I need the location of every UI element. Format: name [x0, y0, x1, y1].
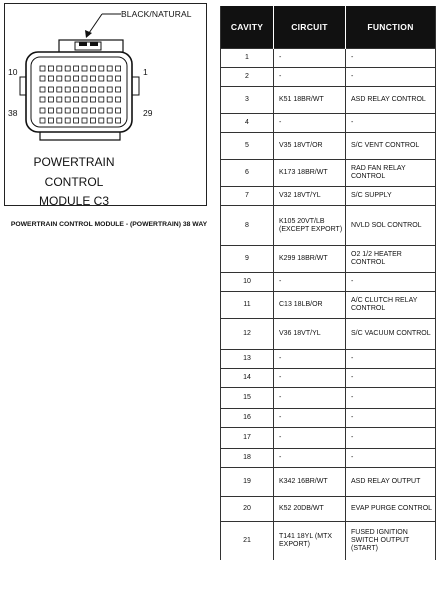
circuit-cell: V35 18VT/OR [274, 133, 346, 160]
table-row [221, 350, 436, 369]
cavity-cell: 19 [221, 468, 274, 497]
pin-cavity [90, 66, 95, 71]
pin-cavity [65, 97, 70, 102]
pin-cavity [82, 66, 87, 71]
table-row [221, 206, 436, 246]
circuit-cell: K342 16BR/WT [274, 468, 346, 497]
function-cell: S/C VACUUM CONTROL [346, 319, 436, 350]
cavity-cell: 17 [221, 428, 274, 449]
pin-cavity [116, 108, 121, 113]
function-cell: - [346, 68, 436, 87]
pin-cavity [48, 108, 53, 113]
function-cell: - [346, 49, 436, 68]
pin-cavity [90, 118, 95, 123]
connector-color-label: BLACK/NATURAL [121, 9, 192, 19]
table-row [221, 409, 436, 428]
table-header-row [221, 6, 436, 49]
circuit-cell: - [274, 273, 346, 292]
pin-cavity [48, 66, 53, 71]
function-cell: - [346, 369, 436, 388]
pin-cavity [65, 66, 70, 71]
pin-cavity [107, 108, 112, 113]
circuit-cell: K51 18BR/WT [274, 87, 346, 114]
cavity-cell: 10 [221, 273, 274, 292]
table-row [221, 428, 436, 449]
pin-cavity [107, 97, 112, 102]
pin-cavity [99, 97, 104, 102]
pin-cavity [99, 87, 104, 92]
function-cell: RAD FAN RELAY CONTROL [346, 160, 436, 187]
pin-cavity [99, 118, 104, 123]
pin-cavity [48, 76, 53, 81]
cavity-cell: 11 [221, 292, 274, 319]
cavity-cell: 1 [221, 49, 274, 68]
table-row [221, 369, 436, 388]
circuit-cell: - [274, 68, 346, 87]
pin-cavity [82, 97, 87, 102]
module-title-line: POWERTRAIN [33, 155, 115, 169]
pin-cavity [40, 118, 45, 123]
table-row [221, 114, 436, 133]
pin-cavity [40, 87, 45, 92]
pin-cavity [74, 97, 79, 102]
function-cell: - [346, 273, 436, 292]
circuit-cell: - [274, 350, 346, 369]
pin-cavity [90, 87, 95, 92]
pin-cavity [74, 66, 79, 71]
cavity-cell: 7 [221, 187, 274, 206]
pin-cavity [65, 118, 70, 123]
cavity-cell: 6 [221, 160, 274, 187]
circuit-cell: - [274, 388, 346, 409]
circuit-cell: T141 18YL (MTX EXPORT) [274, 522, 346, 560]
table-row [221, 292, 436, 319]
function-cell: ASD RELAY CONTROL [346, 87, 436, 114]
pin-cavity [48, 97, 53, 102]
circuit-cell: - [274, 449, 346, 468]
pin-cavity [90, 108, 95, 113]
function-cell: FUSED IGNITION SWITCH OUTPUT (START) [346, 522, 436, 560]
cavity-cell: 13 [221, 350, 274, 369]
circuit-cell: - [274, 409, 346, 428]
pin-cavity [65, 108, 70, 113]
pin-cavity [82, 118, 87, 123]
cavity-cell: 3 [221, 87, 274, 114]
circuit-cell: K173 18BR/WT [274, 160, 346, 187]
pin-cavity [116, 76, 121, 81]
connector-drawing [0, 0, 210, 150]
pin-cavity [57, 97, 62, 102]
table-row [221, 273, 436, 292]
table-row [221, 160, 436, 187]
circuit-cell: - [274, 49, 346, 68]
table-row [221, 187, 436, 206]
pin-cavity [57, 118, 62, 123]
pin-cavity [116, 118, 121, 123]
circuit-cell: V36 18VT/YL [274, 319, 346, 350]
pin-cavity [99, 108, 104, 113]
pin-cavity [99, 66, 104, 71]
pin-cavity [40, 66, 45, 71]
function-cell: S/C SUPPLY [346, 187, 436, 206]
pinout-table [220, 6, 436, 560]
circuit-cell: C13 18LB/OR [274, 292, 346, 319]
pin-cavity [90, 97, 95, 102]
pin-cavity [74, 87, 79, 92]
pin-cavity [57, 66, 62, 71]
function-cell: - [346, 449, 436, 468]
cavity-cell: 21 [221, 522, 274, 560]
function-cell: S/C VENT CONTROL [346, 133, 436, 160]
module-title-line: CONTROL [44, 175, 104, 189]
pin-cavity [74, 76, 79, 81]
column-header-circuit: CIRCUIT [274, 6, 346, 49]
cavity-cell: 4 [221, 114, 274, 133]
pin-cavity [65, 87, 70, 92]
pin-cavity [40, 97, 45, 102]
pin-cavity [82, 108, 87, 113]
pin-cavity [107, 66, 112, 71]
pin-number-label: 1 [143, 67, 148, 77]
cavity-cell: 20 [221, 497, 274, 522]
cavity-cell: 18 [221, 449, 274, 468]
cavity-cell: 15 [221, 388, 274, 409]
pin-cavity [99, 76, 104, 81]
function-cell: - [346, 428, 436, 449]
cavity-cell: 5 [221, 133, 274, 160]
table-row [221, 319, 436, 350]
cavity-cell: 9 [221, 246, 274, 273]
pin-number-label: 29 [143, 108, 153, 118]
circuit-cell: K52 20DB/WT [274, 497, 346, 522]
pin-cavity [107, 87, 112, 92]
pin-cavity [57, 108, 62, 113]
pin-cavity [40, 108, 45, 113]
function-cell: - [346, 350, 436, 369]
table-body [221, 49, 436, 560]
pin-number-label: 10 [8, 67, 18, 77]
table-row [221, 522, 436, 560]
function-cell: - [346, 114, 436, 133]
figure-caption: POWERTRAIN CONTROL MODULE - (POWERTRAIN) 38 WAY [10, 221, 208, 228]
table-row [221, 68, 436, 87]
pin-cavity [57, 87, 62, 92]
circuit-cell: K299 18BR/WT [274, 246, 346, 273]
pin-cavity [65, 76, 70, 81]
column-header-function: FUNCTION [346, 6, 436, 49]
pin-cavity [48, 87, 53, 92]
cavity-cell: 8 [221, 206, 274, 246]
cavity-cell: 14 [221, 369, 274, 388]
function-cell: O2 1/2 HEATER CONTROL [346, 246, 436, 273]
circuit-cell: - [274, 428, 346, 449]
cavity-cell: 12 [221, 319, 274, 350]
table-row [221, 497, 436, 522]
table-row [221, 449, 436, 468]
table-row [221, 49, 436, 68]
pin-cavity [57, 76, 62, 81]
table-row [221, 246, 436, 273]
table-row [221, 468, 436, 497]
pin-cavity [40, 76, 45, 81]
table-row [221, 133, 436, 160]
pin-cavity [116, 97, 121, 102]
pin-cavity [82, 87, 87, 92]
pin-cavity [116, 87, 121, 92]
pin-cavity [74, 118, 79, 123]
function-cell: A/C CLUTCH RELAY CONTROL [346, 292, 436, 319]
function-cell: - [346, 409, 436, 428]
module-title-line: MODULE C3 [38, 194, 109, 208]
function-cell: - [346, 388, 436, 409]
cavity-cell: 2 [221, 68, 274, 87]
circuit-cell: V32 18VT/YL [274, 187, 346, 206]
pin-cavity [48, 118, 53, 123]
function-cell: EVAP PURGE CONTROL [346, 497, 436, 522]
pin-cavity [74, 108, 79, 113]
cavity-cell: 16 [221, 409, 274, 428]
circuit-cell: - [274, 369, 346, 388]
circuit-cell: - [274, 114, 346, 133]
function-cell: NVLD SOL CONTROL [346, 206, 436, 246]
pin-cavity [107, 76, 112, 81]
pin-cavity [107, 118, 112, 123]
table-row [221, 87, 436, 114]
pin-cavity [82, 76, 87, 81]
column-header-cavity: CAVITY [221, 6, 274, 49]
function-cell: ASD RELAY OUTPUT [346, 468, 436, 497]
circuit-cell: K105 20VT/LB (EXCEPT EXPORT) [274, 206, 346, 246]
pin-cavity [116, 66, 121, 71]
table-row [221, 388, 436, 409]
pin-number-label: 38 [8, 108, 18, 118]
pin-cavity [90, 76, 95, 81]
